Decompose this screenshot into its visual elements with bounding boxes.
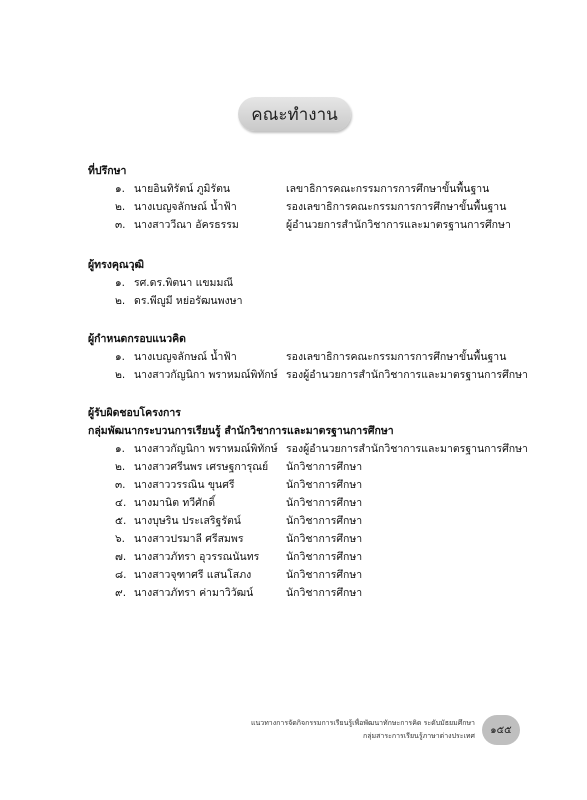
section-heading: ที่ปรึกษา <box>88 165 127 177</box>
member-position: เลขาธิการคณะกรรมการการศึกษาขั้นพื้นฐาน <box>286 183 490 195</box>
list-item <box>88 292 528 310</box>
item-number: ๓. <box>115 219 126 231</box>
list-item <box>88 548 528 566</box>
item-number: ๒. <box>115 369 126 381</box>
member-name: นางเบญจลักษณ์ น้ำฟ้า <box>134 201 237 213</box>
list-item <box>88 584 528 602</box>
list-item <box>88 198 528 216</box>
item-number: ๑. <box>115 351 126 363</box>
list-item <box>88 566 528 584</box>
member-name: นางสาวจุฑาศรี แสนโสภง <box>134 569 252 581</box>
member-position: นักวิชาการศึกษา <box>286 533 363 545</box>
section-framework <box>88 330 528 384</box>
list-item <box>88 348 528 366</box>
member-name: ดร.พีญูมี หย่อรัฒนพงษา <box>134 295 243 307</box>
member-position: นักวิชาการศึกษา <box>286 515 363 527</box>
list-item <box>88 366 528 384</box>
member-name: นางสาวศรีนพร เศรษฐการุณย์ <box>134 461 269 473</box>
member-name: นายอินทิรัตน์ ภูมิรัตน <box>134 183 231 195</box>
section-heading: ผู้กำหนดกรอบแนวคิด <box>88 333 186 345</box>
member-position: นักวิชาการศึกษา <box>286 461 363 473</box>
item-number: ๙. <box>115 587 127 599</box>
list-item <box>88 440 528 458</box>
member-name: นางสาววรรณิน ขุนศรี <box>134 479 235 491</box>
member-name: นางสาวภัทรา อุวรรณนันทร <box>134 551 260 563</box>
member-position: นักวิชาการศึกษา <box>286 587 363 599</box>
member-name: รศ.ดร.พิตนา แขมมณี <box>134 277 234 289</box>
list-item <box>88 494 528 512</box>
item-number: ๑. <box>115 277 126 289</box>
item-number: ๕. <box>115 515 127 527</box>
footer-subject-group: กลุ่มสาระการเรียนรู้ภาษาต่างประเทศ <box>363 732 475 740</box>
member-name: นางมานิต ทวีศักดิ์ <box>134 497 216 509</box>
member-name: นางสาววีณา อัครธรรม <box>134 219 239 231</box>
list-item <box>88 512 528 530</box>
item-number: ๒. <box>115 201 126 213</box>
section-heading: ผู้รับผิดชอบโครงการ <box>88 407 181 419</box>
footer-book-title: แนวทางการจัดกิจกรรมการเรียนรู้เพื่อพัฒนาทักษะการคิด ระดับมัธยมศึกษา <box>250 719 475 727</box>
member-name: นางเบญจลักษณ์ น้ำฟ้า <box>134 351 237 363</box>
item-number: ๓. <box>115 479 126 491</box>
page-footer <box>251 717 475 743</box>
item-number: ๑. <box>115 443 126 455</box>
list-item <box>88 180 528 198</box>
section-subheading: กลุ่มพัฒนากระบวนการเรียนรู้ สำนักวิชาการและมาตรฐานการศึกษา <box>88 425 394 437</box>
member-name: นางสาวกัญนิกา พราหมณ์พิทักษ์ <box>134 369 278 381</box>
list-item <box>88 274 528 292</box>
member-position: รองผู้อำนวยการสำนักวิชาการและมาตรฐานการศึกษา <box>286 443 528 455</box>
member-position: รองเลขาธิการคณะกรรมการการศึกษาขั้นพื้นฐาน <box>286 351 507 363</box>
member-position: ผู้อำนวยการสำนักวิชาการและมาตรฐานการศึกษา <box>286 219 511 231</box>
member-name: นางสาวกัญนิกา พราหมณ์พิทักษ์ <box>134 443 278 455</box>
member-name: นางบุษริน ประเสริฐรัตน์ <box>134 515 241 527</box>
item-number: ๗. <box>115 551 127 563</box>
member-position: นักวิชาการศึกษา <box>286 551 363 563</box>
member-name: นางสาวภัทรา ค่ามาวิวัฒน์ <box>134 587 254 599</box>
page-number-badge: ๑๕๕ <box>482 715 520 745</box>
member-position: นักวิชาการศึกษา <box>286 569 363 581</box>
member-position: นักวิชาการศึกษา <box>286 497 363 509</box>
list-item <box>88 476 528 494</box>
item-number: ๒. <box>115 295 126 307</box>
list-item <box>88 530 528 548</box>
item-number: ๔. <box>115 497 127 509</box>
section-heading: ผู้ทรงคุณวุฒิ <box>88 259 144 271</box>
item-number: ๘. <box>115 569 127 581</box>
page-title: คณะทำงาน <box>238 97 351 131</box>
item-number: ๑. <box>115 183 126 195</box>
list-item <box>88 216 528 234</box>
item-number: ๒. <box>115 461 126 473</box>
section-advisors <box>88 162 528 234</box>
member-position: รองผู้อำนวยการสำนักวิชาการและมาตรฐานการศึกษา <box>286 369 528 381</box>
section-project-team <box>88 404 528 602</box>
list-item <box>88 458 528 476</box>
item-number: ๖. <box>115 533 126 545</box>
section-experts <box>88 256 528 310</box>
member-position: นักวิชาการศึกษา <box>286 479 363 491</box>
member-name: นางสาวปรมาลี ศรีสมพร <box>134 533 244 545</box>
member-position: รองเลขาธิการคณะกรรมการการศึกษาขั้นพื้นฐาน <box>286 201 507 213</box>
